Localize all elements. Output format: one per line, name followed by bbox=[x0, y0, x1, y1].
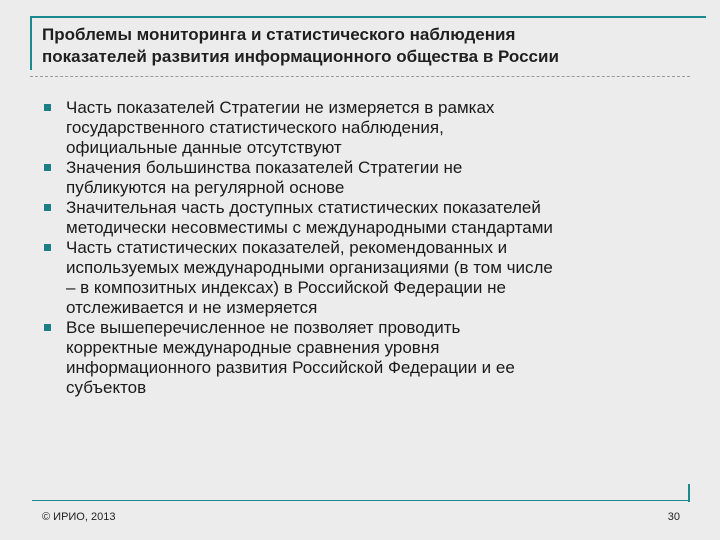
bullet-item-4 bbox=[42, 238, 682, 318]
bullet-text-line: Значительная часть доступных статистических показателей bbox=[66, 198, 541, 217]
footer-copyright: © ИРИО, 2013 bbox=[42, 511, 116, 523]
square-bullet-icon bbox=[44, 204, 51, 211]
bullet-text-line: отслеживается и не измеряется bbox=[66, 298, 318, 317]
bullet-text-line: корректные международные сравнения уровня bbox=[66, 338, 440, 357]
title-divider bbox=[30, 76, 690, 78]
bullet-item-1 bbox=[42, 98, 682, 158]
bullet-text-line: информационного развития Российской Федерации и ее bbox=[66, 358, 515, 377]
bullet-text-line: Часть статистических показателей, рекомендованных и bbox=[66, 238, 508, 257]
bullet-text-line: Все вышеперечисленное не позволяет проводить bbox=[66, 318, 461, 337]
square-bullet-icon bbox=[44, 324, 51, 331]
bullet-text-line: методически несовместимы с международными стандартами bbox=[66, 218, 553, 237]
bullet-text-line: Значения большинства показателей Стратегии не bbox=[66, 158, 463, 177]
right-border-line bbox=[688, 484, 690, 502]
page-number: 30 bbox=[667, 511, 680, 523]
slide-title bbox=[42, 24, 692, 68]
square-bullet-icon bbox=[44, 164, 51, 171]
square-bullet-icon bbox=[44, 104, 51, 111]
square-bullet-icon bbox=[44, 244, 51, 251]
title-line-1: Проблемы мониторинга и статистического наблюдения bbox=[42, 25, 516, 44]
bullet-text-line: официальные данные отсутствуют bbox=[66, 138, 342, 157]
bottom-border-line bbox=[32, 500, 688, 501]
bullet-text-line: Часть показателей Стратегии не измеряется в рамках bbox=[66, 98, 495, 117]
left-border-line bbox=[30, 16, 32, 70]
bullet-text-line: субъектов bbox=[66, 378, 147, 397]
bullet-item-5 bbox=[42, 318, 682, 398]
bullet-text-line: публикуются на регулярной основе bbox=[66, 178, 345, 197]
bullet-text-line: используемых международными организациями (в том числе bbox=[66, 258, 553, 277]
bullet-text-line: – в композитных индексах) в Российской Федерации не bbox=[66, 278, 506, 297]
bullet-text-line: государственного статистического наблюдения, bbox=[66, 118, 444, 137]
bullet-list bbox=[42, 98, 682, 398]
bullet-item-2 bbox=[42, 158, 682, 198]
top-border-line bbox=[30, 16, 706, 18]
bullet-item-3 bbox=[42, 198, 682, 238]
title-line-2: показателей развития информационного общества в России bbox=[42, 47, 559, 66]
